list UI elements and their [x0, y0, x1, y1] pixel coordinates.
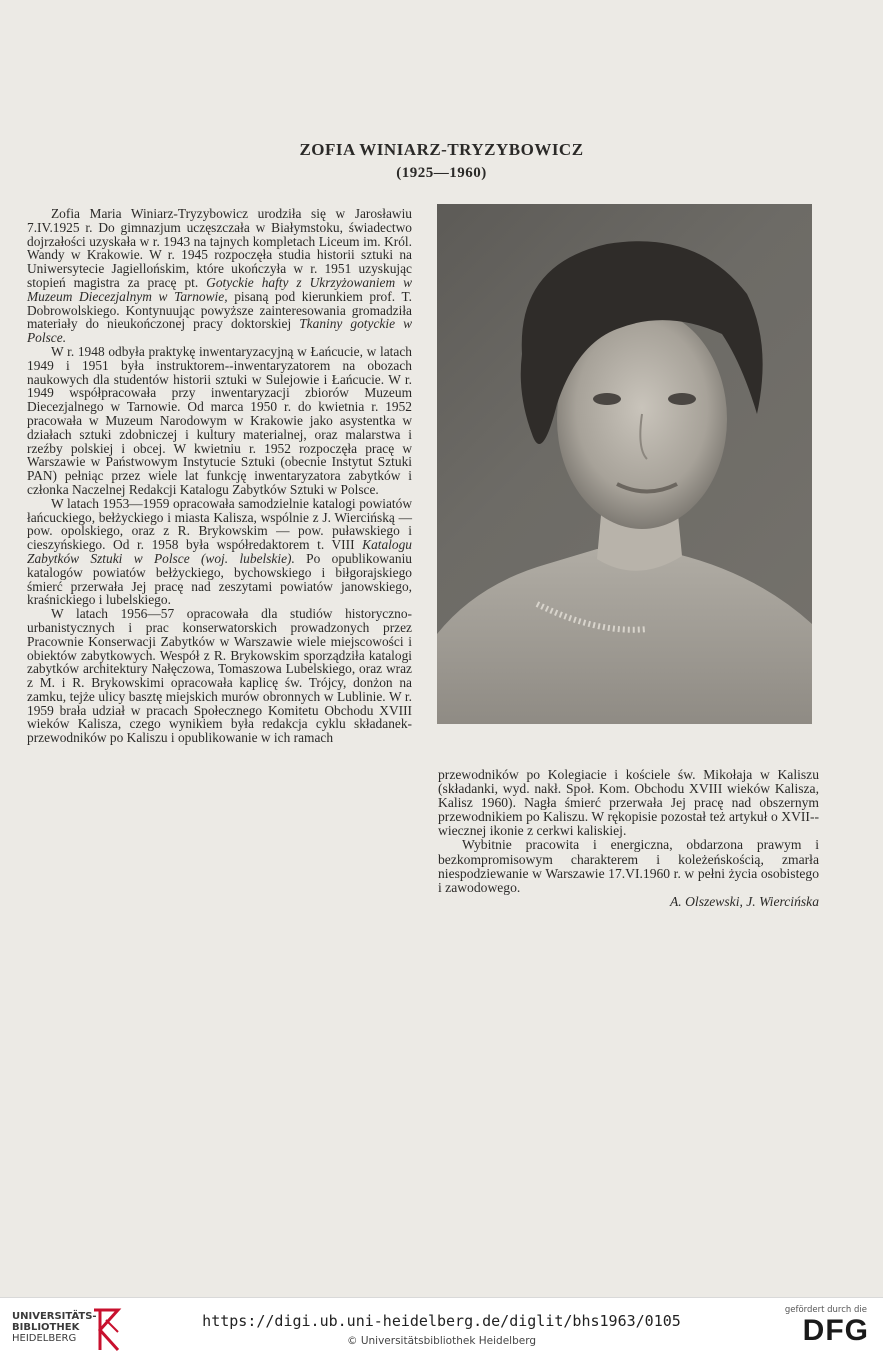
paragraph-text: Po opublikowaniu katalogów powiatów bełżyckiego, bychowskiego i biłgorajskiego śmierć przerwała Jej pracę nad zeszytami powiatów janowskiego, kraśnickiego i lubelskiego.: [27, 550, 412, 608]
paragraph-text: Zofia Maria Winiarz-Tryzybowicz urodziła się w Jarosławiu 7.IV.1925 r. Do gimnazjum uczęszczała w Białymstoku, świadectwo dojrzałości uzyskała w r. 1943 na tajnych kompletach Liceum im. Król. Wandy w Krakowie. W r. 1945 rozpoczęła studia historii sztuki na Uniwersytecie Jagiellońskim, które ukończyła w r. 1951 uzyskując stopień magistra za pracę pt.: [27, 206, 412, 290]
paragraph: przewodników po Kolegiacie i kościele św. Mikołaja w Kaliszu (składanki, wyd. nakł. Społ. Kom. Obchodu XVIII wieków Kalisza, Kalisz 1960). Nagła śmierć przerwała Jej pracę nad obszernym przewodnikiem po Kaliszu. W rękopisie pozostał też artykuł o XVII--wiecznej ikonie z cerkwi kaliskiej.: [438, 767, 819, 839]
dfg-logo[interactable]: DFG: [802, 1314, 869, 1347]
portrait-photo: [437, 204, 812, 724]
catalogue-title: Katalogu Zabytków Sztuki w Polsce (woj. lubelskie).: [27, 537, 412, 566]
paragraph: Wybitnie pracowita i energiczna, obdarzona prawym i bezkompromisowym charakterem i koleżeńskością, zmarła niespodziewanie w Warszawie 17.VI.1960 r. w pełni życia osobistego i zawodowego.: [438, 837, 819, 895]
copyright-notice: © Universitätsbibliothek Heidelberg: [346, 1335, 536, 1347]
library-name-line: HEIDELBERG: [12, 1333, 77, 1344]
paragraph: [27, 497, 412, 607]
right-column: [438, 768, 819, 909]
signature: A. Olszewski, J. Wiercińska: [670, 893, 819, 909]
paragraph: W r. 1948 odbyła praktykę inwentaryzacyjną w Łańcucie, w latach 1949 i 1951 była instruktorem--inwentaryzatorem na obozach naukowych dla studentów historii sztuki w Sulejowie i Łańcucie. W r. 1949 współpracowała przy inwentaryzacji zbiorów Muzeum Diecezjalnego w Tarnowie. Od marca 1950 r. do kwietnia r. 1952 pracowała w Muzeum Narodowym w Krakowie jako asystentka w działach sztuki zdobniczej i kultury materialnej, oraz malarstwa i rzeźby polskiej i obcej. W kwietniu r. 1952 rozpoczęła pracę w Warszawie w Państwowym Instytucie Sztuki (obecnie Instytut Sztuki PAN) pełniąc przez wiele lat funkcję inwentaryzatora zabytków i członka Naczelnej Redakcji Katalogu Zabytków Sztuki w Polsce.: [27, 343, 412, 497]
paragraph: [27, 207, 412, 345]
library-name-line: UNIVERSITÄTS-: [12, 1311, 97, 1322]
article-title: ZOFIA WINIARZ-TRYZYBOWICZ: [299, 140, 584, 159]
paragraph-text: W latach 1953—1959 opracowała samodzielnie katalogi powiatów łańcuckiego, bełżyckiego i miasta Kalisza, wspólnie z J. Wiercińską — pow. opolskiego, oraz z R. Brykowskim — pow. puławskiego i cieszyńskiego. Od r. 1958 była współredaktorem t. VIII: [27, 495, 412, 553]
funding-caption: gefördert durch die: [784, 1305, 867, 1315]
library-name-line: BIBLIOTHEK: [12, 1322, 80, 1333]
paragraph: W latach 1956—57 opracowała dla studiów historyczno-urbanistycznych i prac konserwatorskich prowadzonych przez Pracownie Konserwacji Zabytków w Warszawie wiele miejscowości i obiektów zabytkowych. Wespół z R. Brykowskim sporządziła katalogi zabytków architektury Nałęczowa, Tomaszowa Lubelskiego, oraz wraz z M. i R. Brykowskimi opracowała kaplicę św. Trójcy, donżon na zamku, tejże ulicy basztę miejskich murów obronnych w Lublinie. W r. 1959 brała udział w pracach Społecznego Komitetu Obchodu XVIII wieków Kalisza, czego wynikiem była redakcja cyklu składanek-przewodników po Kaliszu i opublikowanie w ich ramach: [27, 606, 412, 746]
left-column: [27, 207, 412, 745]
doctoral-title: Tkaniny gotyckie w Polsce.: [27, 316, 412, 346]
paragraph-text: pisaną pod kierunkiem prof. T. Dobrowolskiego. Kontynuując powyższe zainteresowania gromadziła materiały do nieukończonej pracy doktorskiej: [27, 288, 412, 332]
article-years: (1925—1960): [396, 165, 487, 181]
page-url-link[interactable]: https://digi.ub.uni-heidelberg.de/diglit/bhs1963/0105: [202, 1312, 681, 1330]
thesis-title: Gotyckie hafty z Ukrzyżowaniem w Muzeum Diecezjalnym w Tarnowie,: [27, 274, 412, 304]
viewer-footer: [0, 1297, 883, 1360]
